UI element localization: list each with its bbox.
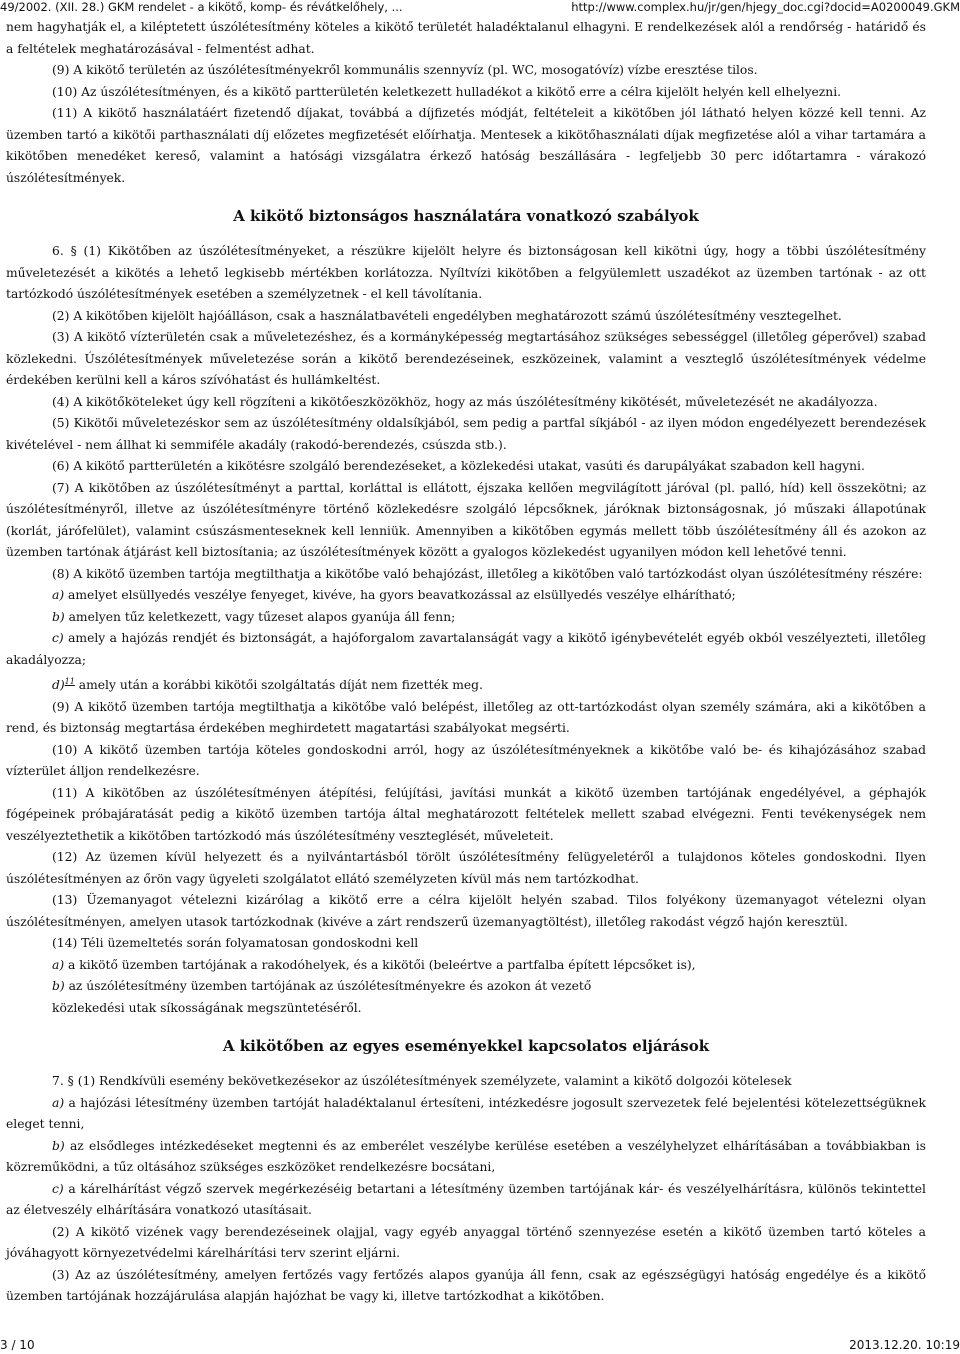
document-body (6, 17, 926, 1308)
paragraph: (2) A kikötőben kijelölt hajóálláson, csak a használatbavételi engedélyben meghatározott számú úszólétesítmény vesztegelhet. (52, 308, 842, 323)
paragraph: (11) A kikötő használatáért fizetendő díjakat, továbbá a díjfizetés módját, feltételeit a kikötőben jól látható helyen közzé kell tenni. Az üzemben tartó a kikötői parthasználati díj előzetes megfizetését előírhatja. Mentesek a kikötőhasználati díjak megfizetése alól a vihar tartamára a kikötőben menedéket kereső, valamint a hatósági vizsgálatra érkező hatóság beszállására - legfeljebb 30 perc időtartamra - várakozó úszólétesítmények. (6, 106, 926, 185)
page-header (0, 0, 960, 14)
paragraph: 7. § (1) Rendkívüli esemény bekövetkezésekor az úszólétesítmények személyzete, valamint a kikötő dolgozói kötelesek (52, 1074, 792, 1089)
paragraph: közlekedési utak síkosságának megszüntetéséről. (52, 1000, 362, 1015)
paragraph: nem hagyhatják el, a kiléptetett úszólétesítmény köteles a kikötő területét haladéktalanul elhagyni. E rendelkezések alól a rendőrség - határidő és a feltételek meghatározásával - felmentést adhat. (6, 20, 926, 56)
paragraph: (9) A kikötő területén az úszólétesítményekről kommunális szennyvíz (pl. WC, mosogatóvíz) vízbe eresztése tilos. (52, 63, 758, 77)
list-item (6, 1093, 926, 1136)
source-url-link[interactable]: http://www.complex.hu/jr/gen/hjegy_doc.cgi?docid=A0200049.GKM (571, 0, 960, 14)
list-item (6, 976, 926, 998)
list-item-text: amely a hajózás rendjét és biztonságát, a hajóforgalom zavartalanságát vagy a kikötő igénybevételét egyéb okból veszélyezteti, illetőleg akadályozza; (6, 631, 926, 667)
list-item (6, 628, 926, 671)
section-heading: A kikötőben az egyes eseményekkel kapcsolatos eljárások (222, 1037, 710, 1056)
list-item-label: c) (52, 1181, 64, 1196)
list-item (6, 1136, 926, 1179)
list-item-label: a) (52, 1095, 65, 1110)
document-title: 49/2002. (XII. 28.) GKM rendelet - a kikötő, komp- és révátkelőhely, ... (0, 0, 403, 14)
list-item-label: b) (52, 609, 65, 624)
list-item-text: a kikötő üzemben tartójának a rakodóhelyek, és a kikötői (beleértve a partfalba épített lépcsőket is), (64, 957, 696, 972)
list-item (6, 1179, 926, 1222)
paragraph: (10) A kikötő üzemben tartója köteles gondoskodni arról, hogy az úszólétesítményeknek a kikötőbe való be- és kihajózásához szabad vízterület álljon rendelkezésre. (6, 742, 926, 779)
page-number: 3 / 10 (0, 1338, 35, 1352)
paragraph: (12) Az üzemen kívül helyezett és a nyilvántartásból törölt úszólétesítmény felügyeletéről a tulajdonos köteles gondoskodni. Ilyen úszólétesítményen az őrön vagy ügyeleti szolgálatot ellátó személyzeten kívül más nem tartózkodhat. (6, 850, 926, 886)
print-timestamp: 2013.12.20. 10:19 (849, 1338, 960, 1352)
paragraph: (13) Üzemanyagot vételezni kizárólag a kikötő erre a célra kijelölt helyén szabad. Tilos folyékony üzemanyagot vételezni olyan úszólétesítményen, amelyen utasok tartózkodnak (kivéve a zárt rendszerű üzemanyagtöltést), illetőleg rakodást végző hajón keresztül. (6, 893, 926, 929)
paragraph: (9) A kikötő üzemben tartója megtilthatja a kikötőbe való belépést, illetőleg az ott-tartózkodást olyan személy számára, aki a kikötőben a rend, és biztonság megtartása érdekében meghirdetett magatartási szabályokat megsérti. (6, 699, 926, 736)
list-item-text: amely után a korábbi kikötői szolgáltatás díját nem fizették meg. (74, 678, 483, 693)
page-footer (0, 1338, 960, 1352)
paragraph: (6) A kikötő partterületén a kikötésre szolgáló berendezéseket, a közlekedési utakat, vasúti és darupályákat szabadon kell hagyni. (52, 459, 865, 473)
list-item-text: a hajózási létesítmény üzemben tartóját haladéktalanul értesíteni, intézkedésre jogosult szervezetek felé bejelentési kötelezettségüknek eleget tenni, (6, 1095, 926, 1132)
paragraph: (14) Téli üzemeltetés során folyamatosan gondoskodni kell (52, 936, 419, 951)
paragraph: (8) A kikötő üzemben tartója megtilthatja a kikötőbe való behajózást, illetőleg a kikötőben való tartózkodást olyan úszólétesítmény részére: (52, 566, 923, 581)
list-item-label: d) (52, 678, 65, 693)
list-item-label: b) (52, 979, 65, 994)
paragraph: (11) A kikötőben az úszólétesítményen átépítési, felújítási, javítási munkát a kikötő üzemben tartójának engedélyével, a géphajók fógépeinek próbajáratását pedig a kikötő üzemben tartója által meghatározott feltételek mellett szabad elvégezni. Fenti tevékenységek nem veszélyeztethetik a kikötőben tartózkodó más úszólétesítmény veszteglését, műveleteit. (6, 785, 926, 843)
list-item-label: a) (52, 957, 65, 972)
list-item-text: az úszólétesítmény üzemben tartójának az úszólétesítményekre és azokon át vezető (64, 979, 592, 994)
paragraph: (4) A kikötőköteleket úgy kell rögzíteni a kikötőeszközökhöz, hogy az más úszólétesítmény kikötését, műveletezését ne akadályozza. (52, 394, 878, 409)
list-item-text: amelyen tűz keletkezett, vagy tűzeset alapos gyanúja áll fenn; (64, 609, 456, 624)
section-heading: A kikötő biztonságos használatára vonatkozó szabályok (233, 207, 699, 225)
paragraph: (2) A kikötő vizének vagy berendezéseinek olajjal, vagy egyéb anyaggal történő szennyezése esetén a kikötő üzemben tartó köteles a jóváhagyott környezetvédelmi kárelhárítási terv szerint eljárni. (6, 1224, 926, 1261)
paragraph: (7) A kikötőben az úszólétesítményt a parttal, korláttal is ellátott, éjszaka kellően megvilágított járóval (pl. palló, híd) kell összekötni; az úszólétesítményről, illetve az úszólétesítményre történő közlekedésre szolgáló lépcsőknek, járóknak biztonságosnak, jó műszaki állapotúnak (korlát, járófelület), valamint csúszásmenteseknek kell lenniük. Amennyiben a kikötőben egymás mellett több úszólétesítmény áll és azokon az üzemben tartónak átjárást kell biztosítania; az úszólétesítmények között a gyalogos közlekedést ugyanilyen módon kell lehetővé tenni. (6, 480, 926, 559)
paragraph: (10) Az úszólétesítményen, és a kikötő partterületén keletkezett hulladékot a kikötő erre a célra kijelölt helyén kell elhelyezni. (52, 84, 842, 99)
list-item-label: c) (52, 631, 64, 645)
list-item (6, 955, 926, 977)
list-item-text: az elsődleges intézkedéseket megtenni és az emberélet veszélybe kerülése esetében a veszélyhelyzet elhárításában a továbbiakban is közreműködni, a tűz oltásához szükséges eszközöket rendelkezésre bocsátani, (6, 1138, 926, 1175)
paragraph: (3) A kikötő vízterületén csak a műveletezéshez, és a kormányképesség megtartásához szükséges sebességgel (illetőleg géperővel) szabad közlekedni. Úszólétesítmények műveletezése során a kikötő berendezéseinek, eszközeinek, valamint a veszteglő úszólétesítmények védelme érdekében kerülni kell a káros szívóhatást és hullámkeltést. (6, 330, 926, 387)
list-item-text: a kárelhárítást végző szervek megérkezéséig betartani a létesítmény üzemben tartójának kár- és veszélyelhárításra, különös tekintettel az életveszély elhárítására vonatkozó utasításait. (6, 1181, 926, 1218)
list-item (6, 671, 926, 697)
paragraph: (3) Az az úszólétesítmény, amelyen fertőzés vagy fertőzés alapos gyanúja áll fenn, csak az egészségügyi hatóság engedélye és a kikötő üzemben tartójának hozzájárulása alapján hajózhat be vagy ki, illetve tartózkodhat a kikötőben. (6, 1267, 926, 1304)
footnote-link[interactable]: 11 (64, 677, 75, 686)
paragraph: 6. § (1) Kikötőben az úszólétesítményeket, a részükre kijelölt helyre és biztonságosan kell kikötni úgy, hogy a többi úszólétesítmény műveletezését a kikötés a lehető legkisebb mértékben korlátozza. Nyíltvízi kikötőben a felgyülemlett uszadékot az üzemben tartónak - az ott tartózkodó úszólétesítmények esetében a személyzetnek - el kell távolítania. (6, 244, 926, 301)
list-item-label: b) (52, 1138, 65, 1153)
list-item-text: amelyet elsüllyedés veszélye fenyeget, kivéve, ha gyors beavatkozással az elsüllyedés veszélye elhárítható; (64, 588, 736, 602)
list-item (6, 607, 926, 629)
list-item (6, 585, 926, 607)
paragraph: (5) Kikötői műveletezéskor sem az úszólétesítmény oldalsíkjából, sem pedig a partfal síkjából - az ilyen módon engedélyezett berendezések kivételével - nem állhat ki semmiféle akadály (rakodó-berendezés, csúszda stb.). (6, 416, 926, 452)
list-item-label: a) (52, 588, 65, 602)
